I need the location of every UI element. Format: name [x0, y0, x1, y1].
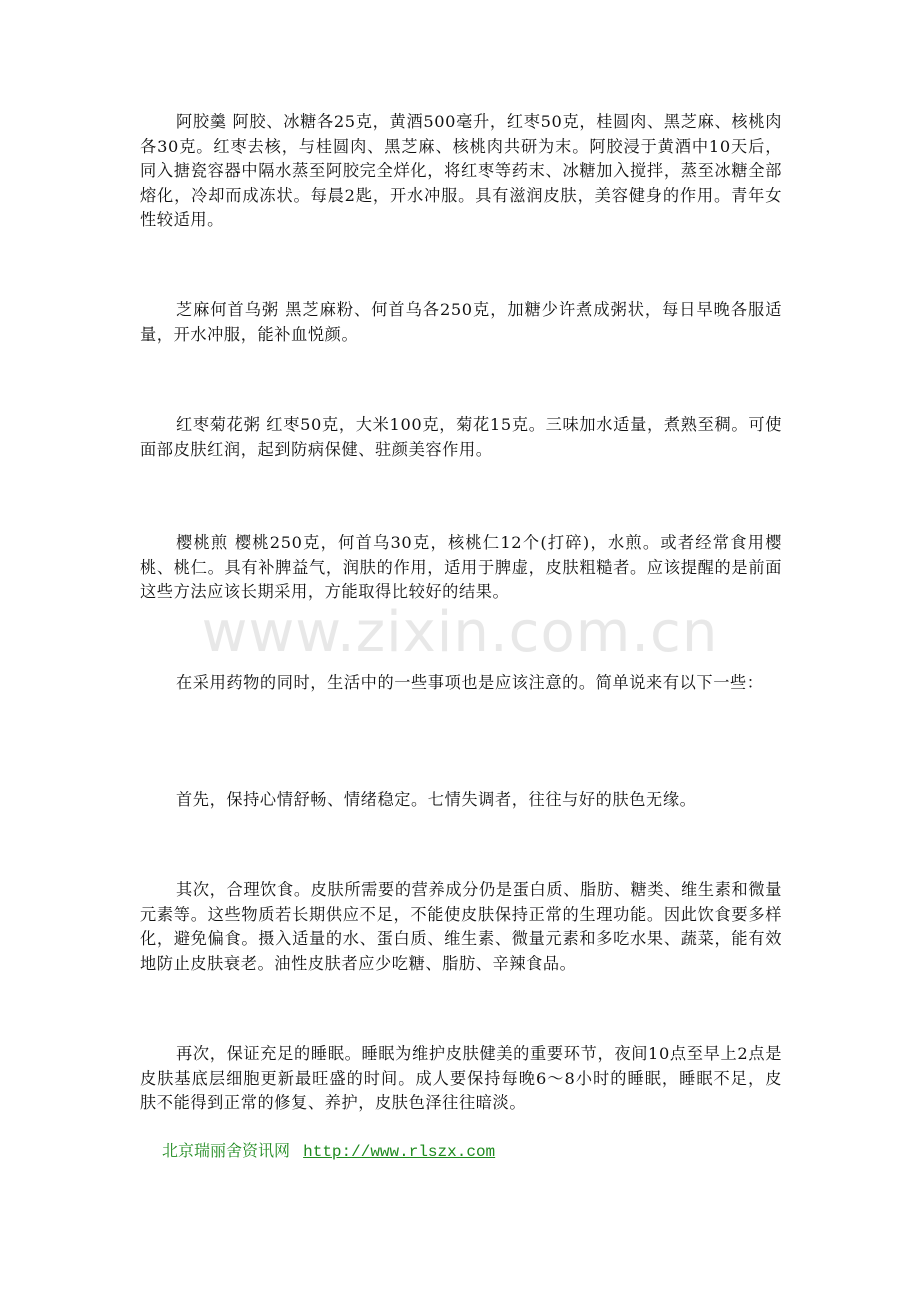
- paragraph-ejiao-soup: 阿胶羹 阿胶、冰糖各25克，黄酒500毫升，红枣50克，桂圆肉、黑芝麻、核桃肉各30克。红枣去核，与桂圆肉、黑芝麻、核桃肉共研为末。阿胶浸于黄酒中10天后，同入搪瓷容器中隔水蒸至阿胶完全烊化，将红枣等药末、冰糖加入搅拌，蒸至冰糖全部熔化，冷却而成冻状。每晨2匙，开水冲服。具有滋润皮肤，美容健身的作用。青年女性较适用。: [140, 112, 782, 229]
- paragraph-third-sleep: 再次，保证充足的睡眠。睡眠为维护皮肤健美的重要环节，夜间10点至早上2点是皮肤基底层细胞更新最旺盛的时间。成人要保持每晚6～8小时的睡眠，睡眠不足，皮肤不能得到正常的修复、养护，皮肤色泽往往暗淡。: [140, 1044, 782, 1112]
- footer-url-link[interactable]: http://www.rlszx.com: [303, 1143, 496, 1161]
- paragraph-jujube-chrysanthemum-porridge: 红枣菊花粥 红枣50克，大米100克，菊花15克。三味加水适量，煮熟至稠。可使面部皮肤红润，起到防病保健、驻颜美容作用。: [140, 415, 782, 459]
- paragraph-sesame-heshouwu-porridge: 芝麻何首乌粥 黑芝麻粉、何首乌各250克，加糖少许煮成粥状，每日早晚各服适量，开水冲服，能补血悦颜。: [140, 300, 782, 344]
- paragraph-cherry-decoction: 樱桃煎 樱桃250克，何首乌30克，核桃仁12个(打碎)，水煎。或者经常食用樱桃、桃仁。具有补脾益气，润肤的作用，适用于脾虚，皮肤粗糙者。应该提醒的是前面这些方法应该长期采用，方能取得比较好的结果。: [140, 533, 782, 601]
- paragraph-second-diet: 其次，合理饮食。皮肤所需要的营养成分仍是蛋白质、脂肪、糖类、维生素和微量元素等。这些物质若长期供应不足，不能使皮肤保持正常的生理功能。因此饮食要多样化，避免偏食。摄入适量的水、蛋白质、维生素、微量元素和多吃水果、蔬菜，能有效地防止皮肤衰老。油性皮肤者应少吃糖、脂肪、辛辣食品。: [140, 880, 782, 973]
- paragraph-first-mood: 首先，保持心情舒畅、情绪稳定。七情失调者，往往与好的肤色无缘。: [176, 790, 697, 809]
- footer-source: [162, 1138, 495, 1161]
- watermark: www.zixin.com.cn: [201, 600, 719, 665]
- paragraph-lifestyle-intro: 在采用药物的同时，生活中的一些事项也是应该注意的。简单说来有以下一些：: [176, 673, 764, 692]
- footer-site-name: 北京瑞丽舍资讯网: [162, 1141, 291, 1160]
